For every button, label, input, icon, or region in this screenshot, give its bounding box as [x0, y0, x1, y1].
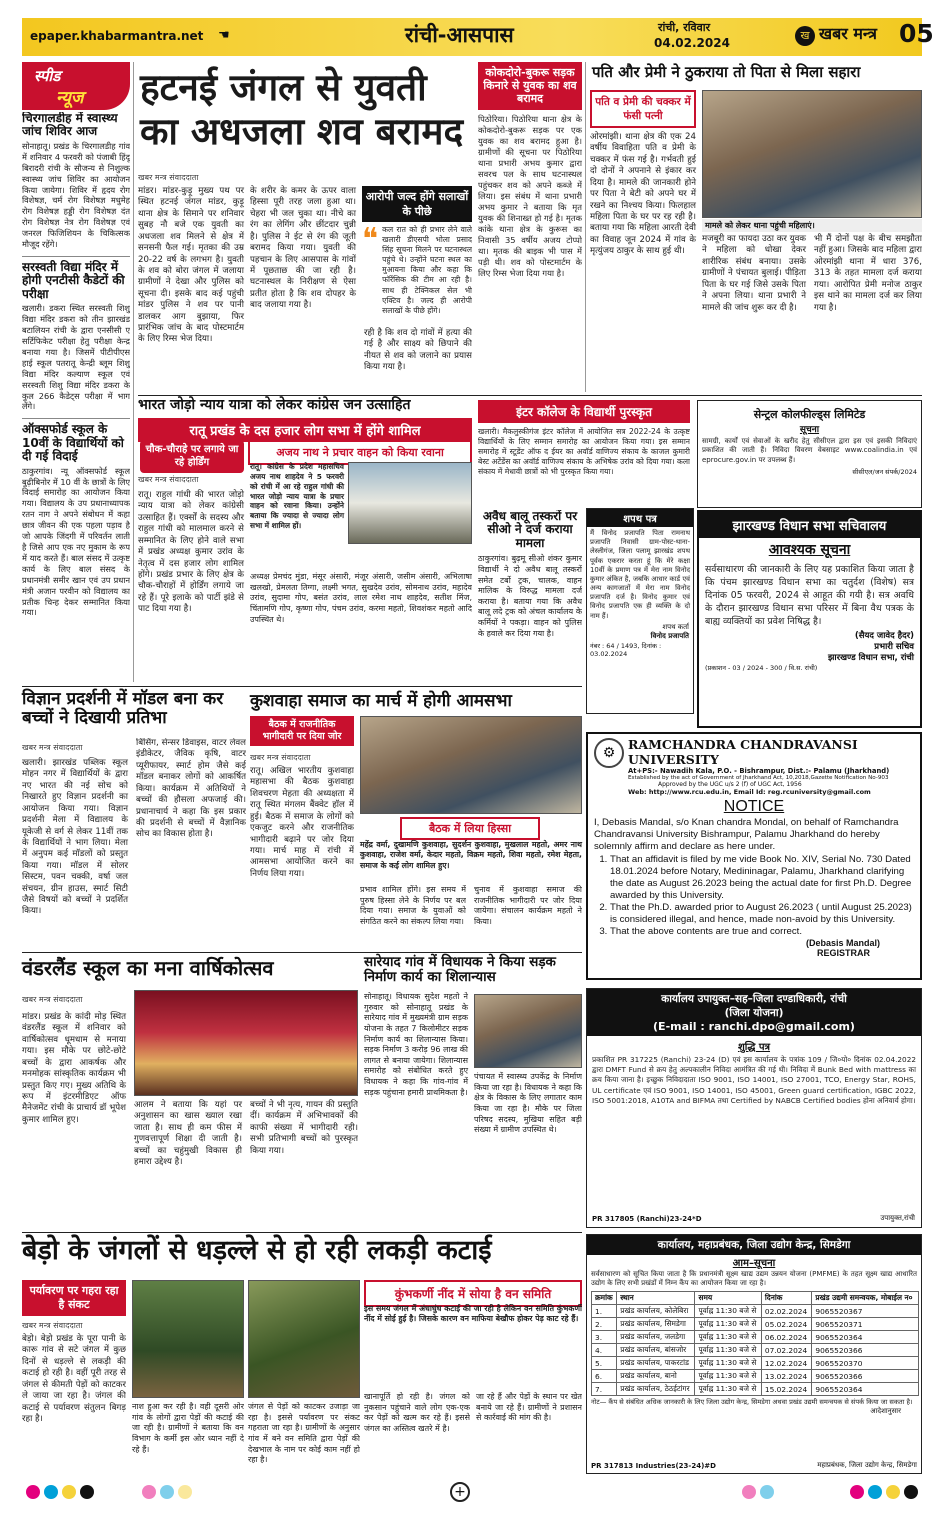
lead-story: खबर मन्त्र संवाददाता मांडर। मांडर-कुड़ू मुख्य पथ पर स्थित हटनई जंगल मांडर, कुड़ू थाना क्षेत्र के सिमाने पर शनिवार सुबह नौ बजे एक युवती का अधजला शव मिलने से क्षेत्र में सनसनी फैल गई। मृतका की उम्र 20-22 वर्ष के लगभग है। युवती के शव को बोरा जंगल में जलाया ग्रामीणों ने देखा और पुलिस को सूचना दी। इसके बाद कई पहुंची मांडर पुलिस ने शव पर पानी डालकर आग बुझाया, फिर प्रारंभिक जांच के बाद पोस्टमार्टम के लिए रिम्स भेज दिया। के शरीर के कमर के ऊपर वाला हिस्सा पूरी तरह जला हुआ था। चेहरा भी जल चुका था। नीचे का रंग का लेगिंग और छींटदार चुन्नी है। पुलिस ने ईट से रंग की जूती बरामद किया गया। युवती की पहचान के लिए आसपास के गांवों में पूछताछ की जा रही है। घटनास्थल के निरीक्षण से ऐसा प्रतीत होता है कि शव दोपहर के बाद जलाया गया है। आरोपी जल्द होंगे सलाखों के पीछे ❝ कल रात को ही प्रभार लेने वाले खलारी डीएसपी भोला प्रसाद सिंह सूचना मिलने पर घटनास्थल पहुंचे थे। उन्होंने घटना स्थल का मुआयना किया और कहा कि फॉरेंसिक की टीम आ रही है। साथ ही टेक्निकल सेल भी एक्टिव है। जल्द ही आरोपी सलाखों के पीछे होंगे। रही है कि शव दो गांवों में हत्या की गई है और साक्ष्य को छिपाने की नीयत से शव को जलाने का प्रयास किया गया है।: [138, 173, 472, 373]
color-dot-icon: [142, 1485, 156, 1499]
road-headline: सारेयाद गांव में विधायक ने किया सड़क निर्माण कार्य का शिलान्यास: [364, 954, 556, 986]
table-row: 2. प्रखंड कार्यालय, सिमडेगा पूर्वाह्न 11:30 बजे से 05.02.2024 9065520371: [592, 1318, 919, 1331]
couple-photo: [702, 90, 922, 218]
color-dot-icon: [886, 1485, 900, 1499]
site-url[interactable]: epaper.khabarmantra.net: [30, 29, 204, 43]
table-row: 3. प्रखंड कार्यालय, जलडेगा पूर्वाह्न 11:30 बजे से 06.02.2024 9065520364: [592, 1331, 919, 1344]
couple-headline: पति और प्रेमी ने ठुकराया तो पिता से मिला सहारा: [592, 63, 861, 81]
road-story: सोनाहातू। विधायक सुदेश महतो ने गुरुवार को सोनाहातू प्रखंड के सारेयाद गांव में मुख्यमंत्री ग्राम सड़क योजना के तहत 7 किलोमीटर सड़क निर्माण कार्य का शिलान्यास किया। सड़क निर्माण 3 करोड़ 96 लाख की लागत से बनाया जायेगा। शिलान्यास समारोह को संबोधित करते हुए विधायक ने कहा कि गांव-गांव में सड़क पहुंचाना हमारी प्राथमिकता है। पंचायत में स्वास्थ्य उपकेंद्र के निर्माण किया जा रहा है। विधायक ने कहा कि क्षेत्र के विकास के लिए लगातार काम किया जा रहा है। मौके पर जिला परिषद सदस्य, मुखिया सहित बड़ी संख्या में ग्रामीण उपस्थित थे।: [364, 992, 582, 1135]
kushwaha-photo: [360, 716, 582, 814]
yatra-photo: [348, 462, 472, 544]
speed-news-item: सरस्वती विद्या मंदिर में होगी एनटीसी कैडेटों की परीक्षा खलारी। डकरा स्थित सरस्वती शिशु विद्या मंदिर डकरा को तीन झारखंड बटालियन रांची के द्वारा एनसीसी ए सर्टिफिकेट परीक्षा हेतु परीक्षा केन्द्र बनाया गया है। जिसमें पीटीपीएस हाई स्कूल पतरातू केन्द्री ब्लूम शिशु विद्या मंदिर कल्याण स्कूल एवं सरस्वती शिशु विद्या मंदिर डकरा के कुल 266 कैडेट्स परीक्षा में भाग लेंगे।: [22, 256, 130, 412]
color-dot-icon: [760, 1485, 774, 1499]
page-number: 05: [899, 19, 934, 48]
university-logo-icon: ⚙: [594, 738, 624, 768]
forest-headline: बेड़ो के जंगलों से धड़ल्ले से हो रही लकड़ी कटाई: [22, 1235, 492, 1266]
kushwaha-photo-caption: बैठक में लिया हिस्सा: [400, 817, 540, 840]
masthead: [22, 18, 934, 56]
color-dot-icon: [26, 1485, 40, 1499]
speed-news-badge: स्पीड न्यूज: [22, 62, 130, 110]
science-headline: विज्ञान प्रदर्शनी में मॉडल बना कर बच्चों ने दिखायी प्रतिभा: [22, 689, 224, 729]
quote-box: आरोपी जल्द होंगे सलाखों के पीछे: [362, 186, 472, 222]
road-photo: [474, 994, 582, 1068]
cursor-icon: ☚: [218, 28, 230, 43]
color-dot-icon: [44, 1485, 58, 1499]
yatra-side-box: चौक-चौराहे पर लगाये जा रहे होर्डिंग: [140, 440, 244, 473]
forest-side: पर्यावरण पर गहरा रहा है संकट: [22, 1280, 126, 1316]
kushwaha-story: खबर मन्त्र संवाददाता रातू। अखिल भारतीय कुशवाहा महासभा की बैठक कुशवाहा शिवचरण मेहता की अध्यक्षता में रातू स्थित मंगलम बैंक्वेट हॉल में हुई। बैठक में समाज के लोगों को एकजुट करने और राजनीतिक भागीदारी बढ़ाने पर जोर दिया गया। मार्च माह में रांची में आमसभा आयोजित करने का निर्णय लिया गया।: [250, 753, 354, 879]
sand-story: अवैध बालू तस्करों पर सीओ ने दर्ज कराया मामला ठाकुरगांव। बुढ़मू सीओ शंकर कुमार विद्यार्थी ने दो अवैध बालू तस्करों समेत टर्बो ट्रक, चालक, वाहन मालिक के विरुद्ध मामला दर्ज कराया है। बताया गया कि अवैध बालू लदे ट्रक को अंचल कार्यालय के कर्मियों ने पकड़ा। वाहन को पुलिस के हवाले कर दिया गया है।: [478, 510, 582, 638]
color-dot-icon: [904, 1485, 918, 1499]
central-coalfields-ad: सेन्ट्रल कोलफील्ड्स लिमिटेड सूचना सामग्री, कार्यों एवं सेवाओं के खरीद हेतु सीसीएल द्वारा इस एवं इसकी निविदाएं प्रकाशित की जाती हैं। निविदा विवरण वेबसाइट www.coalindia.in एवं eprocure.gov.in पर उपलब्ध हैं। सीसीएल/जन संपर्क/2024: [697, 400, 922, 508]
wonderland-story: खबर मन्त्र संवाददाता मांडर। प्रखंड के कांदी मोड़ स्थित वंडरलैंड स्कूल में शनिवार को वार्षिकोत्सव धूमधाम से मनाया गया। इस मौके पर छोटे-छोटे बच्चों के द्वारा आकर्षक और मनमोहक सांस्कृतिक कार्यक्रम भी प्रस्तुत किए गए। मुख्य अतिथि के रूप में इंटरमीडिएट ऑफ मैनेजमेंट रांची के प्राचार्य डॉ भूपेश कुमार शामिल हुए। आलम ने बताया कि यहां पर अनुशासन का खास ख्याल रखा जाता है। साथ ही कम फीस में गुणवत्तापूर्ण शिक्षा दी जाती है। बच्चों का चहुंमुखी विकास ही हमारा उद्देश्य है। बच्चों ने भी नृत्य, गायन की प्रस्तुति दीं। कार्यक्रम में अभिभावकों की काफी संख्या में भागीदारी रही। सभी प्रतिभागी बच्चों को पुरस्कृत किया गया।: [22, 990, 358, 1190]
forest-photo-2: [248, 1280, 360, 1398]
forest-sub: कुंभकर्णी नींद में सोया है वन समिति: [364, 1280, 582, 1307]
color-dot-icon: [868, 1485, 882, 1499]
table-row: 5. प्रखंड कार्यालय, पाकरटांड पूर्वाह्न 11:30 बजे से 12.02.2024 9065520370: [592, 1357, 919, 1370]
color-dot-icon: [160, 1485, 174, 1499]
forest-photo-1: [132, 1280, 244, 1398]
kokdoro-story: कोकदोरो-बुकरू सड़क किनारे से युवक का शव बरामद पिठोरिया। पिठोरिया थाना क्षेत्र के कोकदोरो-बुकरू सड़क पर एक युवक का शव बरामद हुआ है। ग्रामीणों की सूचना पर पिठोरिया थाना प्रभारी अभय कुमार द्वारा सवरच पल के साथ घटनास्थल पहुंचकर शव को अपने कब्जे में लिया। इस संबंध में थाना प्रभारी अभय कुमार ने बताया कि मृत युवक की शिनाख्त हो गई है। मृतक कांके थाना क्षेत्र के कुरूस का निवासी 35 वर्षीय अजय टोप्पो था। मृतक की बाइक भी पास में पड़ी थी। शव को पोस्टमार्टम के लिए रिम्स भेजा दिया गया है।: [478, 62, 582, 392]
yatra-story: खबर मन्त्र संवाददाता रातू। राहुल गांधी की भारत जोड़ो न्याय यात्रा को लेकर कांग्रेसी उत्साहित हैं। एर्क्सों के सदस्य और राहुल गांधी को मालमाल करने से सम्मानित के लिए होने वाले सभा में प्रखंड अध्यक्ष कुमार उरांव के नेतृत्व में दस हजार लोग शामिल होंगे। प्रखंड प्रभार के लिए क्षेत्र के चौक-चौराहों में होर्डिंग लगाये जा रहे हैं। पूरे इलाके को पार्टी झंडे से पाट दिया गया है। रातू। कांग्रेस के प्रदेश महासचिव अजय नाथ शाहदेव ने 5 फरवरी को रांची में आ रहे राहुल गांधी की भारत जोड़ो न्याय यात्रा के प्रचार वाहन को रवाना किया। उन्होंने बताया कि ज्यादा से ज्यादा लोग सभा में शामिल हों। अध्यक्ष प्रेमचंद मुंडा, मंसूर अंसारी, मंजूर अंसारी, जसीम अंसारी, अभिलाषा खलखो, प्रेमलता तिग्गा, लक्ष्मी भगत, सुखदेव उरांव, सोमनाथ उरांव, महादेव उरांव, सुदामा गोप, बसंत उरांव, लाल रमेश नाथ शाहदेव, सतीश मिंज, चिंतामणि गोप, कृष्णा गोप, पंचम उरांव, करमा महतो, शिवशंकर महतो आदि उपस्थित थे।: [138, 462, 472, 624]
yatra-banner: भारत जोड़ो न्याय यात्रा को लेकर कांग्रेस जन उत्साहित: [138, 397, 411, 413]
dpo-notice: कार्यालय उपायुक्त–सह–जिला दण्डाधिकारी, रांची (जिला योजना) (E-mail : ranchi.dpo@gmail.com) शुद्धि पत्र प्रकाशित PR 317225 (Ranchi) 23-24 (D) एवं इस कार्यालय के पत्रांक 109 / जि०यो० दिनांक 02.04.2022 द्वारा DMFT Fund से क्रय हेतु अल्पकालीन निविदा आमंत्रित की गई थी। निविदा में Bunk Bed with mattress का क्रय किया जाना है। इच्छुक निविदादाता ISO 9001, ISO 14001, ISO 27001, TCO, Energy Star, ROHS, UL certificate एवं ISO 9001, ISO 14001, ISO 45001, Green guard certification, IGBC 2022, ISO 5001:2018, A10TA and BIFMA तथा Certified by NABCB Certified bodies होना अनिवार्य होगा। PR 317805 (Ranchi)23-24*D उपायुक्त,रांची: [586, 988, 922, 1228]
brand-name: खबर मन्त्र: [819, 24, 877, 43]
masthead-date: 04.02.2024: [654, 36, 730, 50]
kokdoro-headline: कोकदोरो-बुकरू सड़क किनारे से युवक का शव बरामद: [478, 62, 582, 110]
camp-schedule-table: क्रमांक स्थान समय दिनांक प्रखंड उद्यमी समन्वयक, मोबाईल न० 1. प्रखंड कार्यालय, कोलेबिरा पूर्वाह्न 11:30 बजे से 02.02.2024 9065520367 2. प्रखंड कार्यालय, सिमडेगा पूर्वाह्न 11:30 बजे से 05.02.2024 9065520371 3. प्रखंड कार्यालय, जलडेगा पूर्वाह्न 11:30 बजे से 06.02.2024 9065520364 4. प्रखंड कार्यालय, बांसजोर पूर्वाह्न 11:30 बजे से 07.02.2024 9065520366 5. प्रखंड कार्यालय, पाकरटांड पूर्वाह्न 11:30 बजे से 12.02.2024 9065520370 6. प्रखंड कार्यालय, बानो पूर्वाह्न 11:30 बजे से 13.02.2024 9065520366 7. प्रखंड कार्यालय, ठेठईटांगर पूर्वाह्न 11:30 बजे से 15.02.2024 9065520364: [591, 1291, 919, 1396]
wonderland-photo: [134, 990, 358, 1096]
udyog-notice: कार्यालय, महाप्रबंधक, जिला उद्योग केन्द्र, सिमडेगा आम–सूचना सर्वसाधारण को सूचित किया जाता है कि प्रधानमंत्री सूक्ष्म खाद्य उद्यम उन्नयन योजना (PMFME) के तहत सूक्ष्म खाद्य आधारित उद्योग के लिए सभी प्रखंडों में निम्न कैंप का आयोजन किया जा रहा है। क्रमांक स्थान समय दिनांक प्रखंड उद्यमी समन्वयक, मोबाईल न० 1. प्रखंड कार्यालय, कोलेबिरा पूर्वाह्न 11:30 बजे से 02.02.2024 9065520367 2. प्रखंड कार्यालय, सिमडेगा पूर्वाह्न 11:30 बजे से 05.02.2024 9065520371 3. प्रखंड कार्यालय, जलडेगा पूर्वाह्न 11:30 बजे से 06.02.2024 9065520364 4. प्रखंड कार्यालय, बांसजोर पूर्वाह्न 11:30 बजे से 07.02.2024 9065520366 5. प्रखंड कार्यालय, पाकरटांड पूर्वाह्न 11:30 बजे से 12.02.2024 9065520370 6. प्रखंड कार्यालय, बानो पूर्वाह्न 11:30 बजे से 13.02.2024 9065520366 7. प्रखंड कार्यालय, ठेठईटांगर पूर्वाह्न 11:30 बजे से 15.02.2024 9065520364 नोट— कैंप से संबंधित अधिक जानकारी के लिए जिला उद्योग केन्द्र, सिमडेगा अथवा प्रखंड उद्यमी समन्वयक से संपर्क किया जा सकता है। आदेशानुसार PR 317813 Industries(23-24)#D महाप्रबंधक, जिला उद्योग केन्द्र, सिमडेगा: [586, 1234, 922, 1474]
color-dot-icon: [850, 1485, 864, 1499]
table-row: 1. प्रखंड कार्यालय, कोलेबिरा पूर्वाह्न 11:30 बजे से 02.02.2024 9065520367: [592, 1305, 919, 1318]
color-dot-icon: [742, 1485, 756, 1499]
table-row: 6. प्रखंड कार्यालय, बानो पूर्वाह्न 11:30 बजे से 13.02.2024 9065520366: [592, 1370, 919, 1383]
university-notice: ⚙ RAMCHANDRA CHANDRAVANSI UNIVERSITY At+PS:- Nawadih Kala, P.O. - Bishrampur, Dist.:- Palamu (Jharkhand) Established by the act of Government of Jharkhand Act, 10,2018,Gazette Notification No-903 Approved by the UGC u/s 2 (f) of UGC Act, 1956 Web: http://www.rcu.edu.in, Email Id: reg.rcuniversity@gmail.com NOTICE I, Debasis Mandal, s/o Knan chandra Mondal, on behalf of Ramchandra Chandravansi University Bishrampur, Palamu Jharkhand do hereby solemnly affirm and declare as here under. 1. That an affidavit is filed by me vide Book No. XIV, Serial No. 730 Dated 18.01.2024 before Notary, Medininagar, Palamu, Jharkhand clarifying the date as August 26.2023 being the actual date for first Ph.D. Degree awarded by this University. 2. That the Ph.D. awarded prior to August 26.2023 ( until August 25.2023) is considered illegal, and hence, made non-avoid by this University. 3. That the above contents are true and correct. (Debasis Mandal) REGISTRAR: [586, 732, 922, 980]
forest-story: खबर मन्त्र संवाददाता बेड़ो। बेड़ो प्रखंड के पूरा पानी के कारू गांव से सटे जंगल में कुछ दिनों से धड़ल्ले से लकड़ी की कटाई हो रही है। वहीं पूरी तरह से जंगल से कीमती पेड़ों को काटकर ले जाया जा रहा है। जंगल की कटाई से पर्यावरण संतुलन बिगड़ रहा है।: [22, 1321, 126, 1424]
couple-story: पति व प्रेमी की चक्कर में फंसी पत्नी ओरमांझी। थाना क्षेत्र की एक 24 वर्षीय विवाहिता पति व प्रेमी के चक्कर में फंस गई है। गर्भवती हुई दो दोनों ने अपनाने से इंकार कर दिया है। मामले की जानकारी होने पर पिता ने बेटी को अपने घर में रखने का निश्चय किया। फिलहाल महिला पिता के घर पर रह रही है। बताया गया कि महिला आरती देवी का विवाह जून 2024 में गांव के मृत्युंजय ठाकुर के साथ हुई थी। मामले को लेकर थाना पहुंची महिलाएं। मजबूरी का फायदा उठा कर युवक ने महिला को धोखा देकर शारीरिक संबंध बनाया। उसके ग्रामीणों ने पंचायत बुलाई। पीड़िता पिता के घर गई जिसे उसके पिता ने अपना लिया। थाना प्रभारी ने मामले की जांच शुरू कर दी है। भी मैं दोनों पक्ष के बीच समझौता नहीं हुआ। जिसके बाद महिला द्वारा ओरमांझी थाना में धारा 376, 313 के तहत मामला दर्ज कराया गया। आरोपित प्रेमी मनोज ठाकुर इस थाने का मामला दर्ज कर लिया गया है।: [590, 88, 922, 392]
speed-news-item: चिरगालडीह में स्वास्थ्य जांच शिविर आज सोनाहातू। प्रखंड के चिरगालडीह गांव में शनिवार 4 फरवरी को पंजाबी हिंदू बिरादरी रांची के सौजन्य से निशुल्क स्वास्थ्य जांच शिविर का आयोजन किया जायेगा। शिविर में हृदय रोग विशेषज्ञ, चर्म रोग विशेषज्ञ मधुमेह रोग विशेषज्ञ हड्डी रोग विशेषज्ञ दंत रोग विशेषज्ञ नेत्र रोग विशेषज्ञ एवं जनरल फिजिशियन के चिकित्सक मौजूद रहेंगे।: [22, 112, 130, 250]
kushwaha-headline: कुशवाहा समाज का मार्च में होगी आमसभा: [250, 691, 512, 711]
affidavit-ad: शपथ पत्र मैं विनोद प्रजापति पिता रामनाथ प्रजापति निवासी ग्राम-पोस्ट-थाना-लेस्लीगंज, जिला पलामू झारखंड शपथ पूर्वक एकरार करता हूं कि मेरे कक्षा 10वीं के प्रमाण पत्र में मेरा नाम विनोद कुमार अंकित है, जबकि आधार कार्ड एवं अन्य कागजातों में मेरा नाम विनोद प्रजापति दर्ज है। विनोद कुमार एवं विनोद प्रजापति एक ही व्यक्ति के दो नाम हैं। शपथ कर्ता विनोद प्रजापति नंबर : 64 / 1493, दिनांक : 03.02.2024: [586, 508, 694, 714]
speed-news-item: ऑक्सफोर्ड स्कूल के 10वीं के विद्यार्थियों को दी गई विदाई ठाकुरगांव। न्यू ऑक्सफोर्ड स्कूल बुढ़ीबिनोर में 10 वीं के छात्रों के लिए विदाई समारोह का आयोजन किया गया। विद्यालय के उप प्रधानाध्यापक रतन नाग ने अपने संबोधन में कहा छात्र जीवन की एक पहला पड़ाव है जो आपके जिंदगी में परिवर्तन लाती है जिसे आप एक नए मुकाम के रूप में याद करते हैं। बाल संसद में उत्कृष्ट कार्य के लिए बाल संसद के प्रधानमंत्री समीर खान एवं उप प्रधान मंत्री अजान परवीन को विद्यालय का प्रतीक चिन्ह देकर सम्मानित किया गया।: [22, 418, 130, 618]
table-row: 7. प्रखंड कार्यालय, ठेठईटांगर पूर्वाह्न 11:30 बजे से 15.02.2024 9065520364: [592, 1383, 919, 1396]
yatra-headline: रातू प्रखंड के दस हजार लोग सभा में होंगे शामिल: [138, 418, 472, 442]
masthead-city-day: रांची, रविवार: [658, 21, 711, 34]
inter-college-story: इंटर कॉलेज के विद्यार्थी पुरस्कृत खलारी। मैकलुस्कीगंज इंटर कॉलेज में आयोजित सत्र 2022-24 के उत्कृष्ट विद्यार्थियों के लिए सम्मान समारोह का आयोजन किया गया। इस सम्मान समारोह में स्टूडेंट ऑफ द ईयर का अवॉर्ड वाणिज्य संकाय के काजल कुमारी बेस्ट अटेंडेंस का अवॉर्ड वाणिज्य संकाय के अभिषेक उरांव को दिया गया। कला संकाय में मेधावी छात्रों को भी पुरस्कृत किया गया।: [478, 372, 690, 507]
vidhan-sabha-ad: झारखण्ड विधान सभा सचिवालय आवश्यक सूचना सर्वसाधारण की जानकारी के लिए यह प्रकाशित किया जाता है कि पंचम झारखण्ड विधान सभा का चतुर्दश (विशेष) सत्र दिनांक 05 फरवरी, 2024 से आहूत की गयी है। सत्र अवधि के दौरान झारखण्ड विधान सभा परिसर में बिना वैध पत्रक के बाह्य व्यक्तियों का प्रवेश निषिद्ध है। (सैयद जावेद हैदर) प्रभारी सचिव झारखण्ड विधान सभा, रांची (प्रकाशन - 03 / 2024 - 300 / वि.स. रांची): [697, 510, 922, 728]
yatra-sub: अजय नाथ ने प्रचार वाहन को किया रवाना: [248, 440, 472, 465]
footer-registration-marks: [22, 1482, 922, 1502]
lead-headline: हटनई जंगल से युवती का अधजला शव बरामद: [140, 66, 464, 153]
quote-mark-icon: ❝: [362, 222, 379, 257]
wonderland-headline: वंडरलैंड स्कूल का मना वार्षिकोत्सव: [22, 956, 274, 980]
kushwaha-sub: बैठक में राजनीतिक भागीदारी पर दिया जोर: [250, 716, 354, 746]
speed-news-column: [22, 112, 130, 682]
table-row: 4. प्रखंड कार्यालय, बांसजोर पूर्वाह्न 11:30 बजे से 07.02.2024 9065520366: [592, 1344, 919, 1357]
registration-mark-icon: +: [450, 1482, 470, 1502]
section-title: रांची-आसपास: [405, 23, 514, 47]
color-dot-icon: [80, 1485, 94, 1499]
color-dot-icon: [178, 1485, 192, 1499]
brand-logo-icon: ख: [795, 26, 815, 46]
science-story: खबर मन्त्र संवाददाता खलारी। झारखंड पब्लिक स्कूल मोहन नगर में विद्यार्थियों के द्वारा नए भारत की नई सोच को निखारते हुए विज्ञान प्रदर्शनी का आयोजन किया गया। विज्ञान प्रदर्शनी मेला में विद्यालय के यूकेजी से वर्ग से लेकर 11वीं तक के विद्यार्थियों ने भाग लिया। मेला में अनुपम कई मॉडलों को प्रस्तुत किया गया। मॉडल में सोलर सिस्टम, पवन चक्की, वर्षा जल संचयन, ग्रीन हाउस, स्मार्ट सिटी जैसे विषयों को बच्चों ने प्रदर्शित किया। बिंसिंग, सेन्सर डिवाइस, वाटर लेवल इंडीकेटर, जैविक कृषि, वाटर प्यूरीफायर, स्मार्ट होम जैसे कई मॉडल बनाकर लोगों को आकर्षित किया। कार्यक्रम में अतिथियों ने बच्चों की हौसला अफजाई की। प्रधानाचार्य ने कहा कि इस प्रकार की प्रदर्शनी से बच्चों में वैज्ञानिक सोच का विकास होता है।: [22, 738, 246, 917]
color-dot-icon: [62, 1485, 76, 1499]
